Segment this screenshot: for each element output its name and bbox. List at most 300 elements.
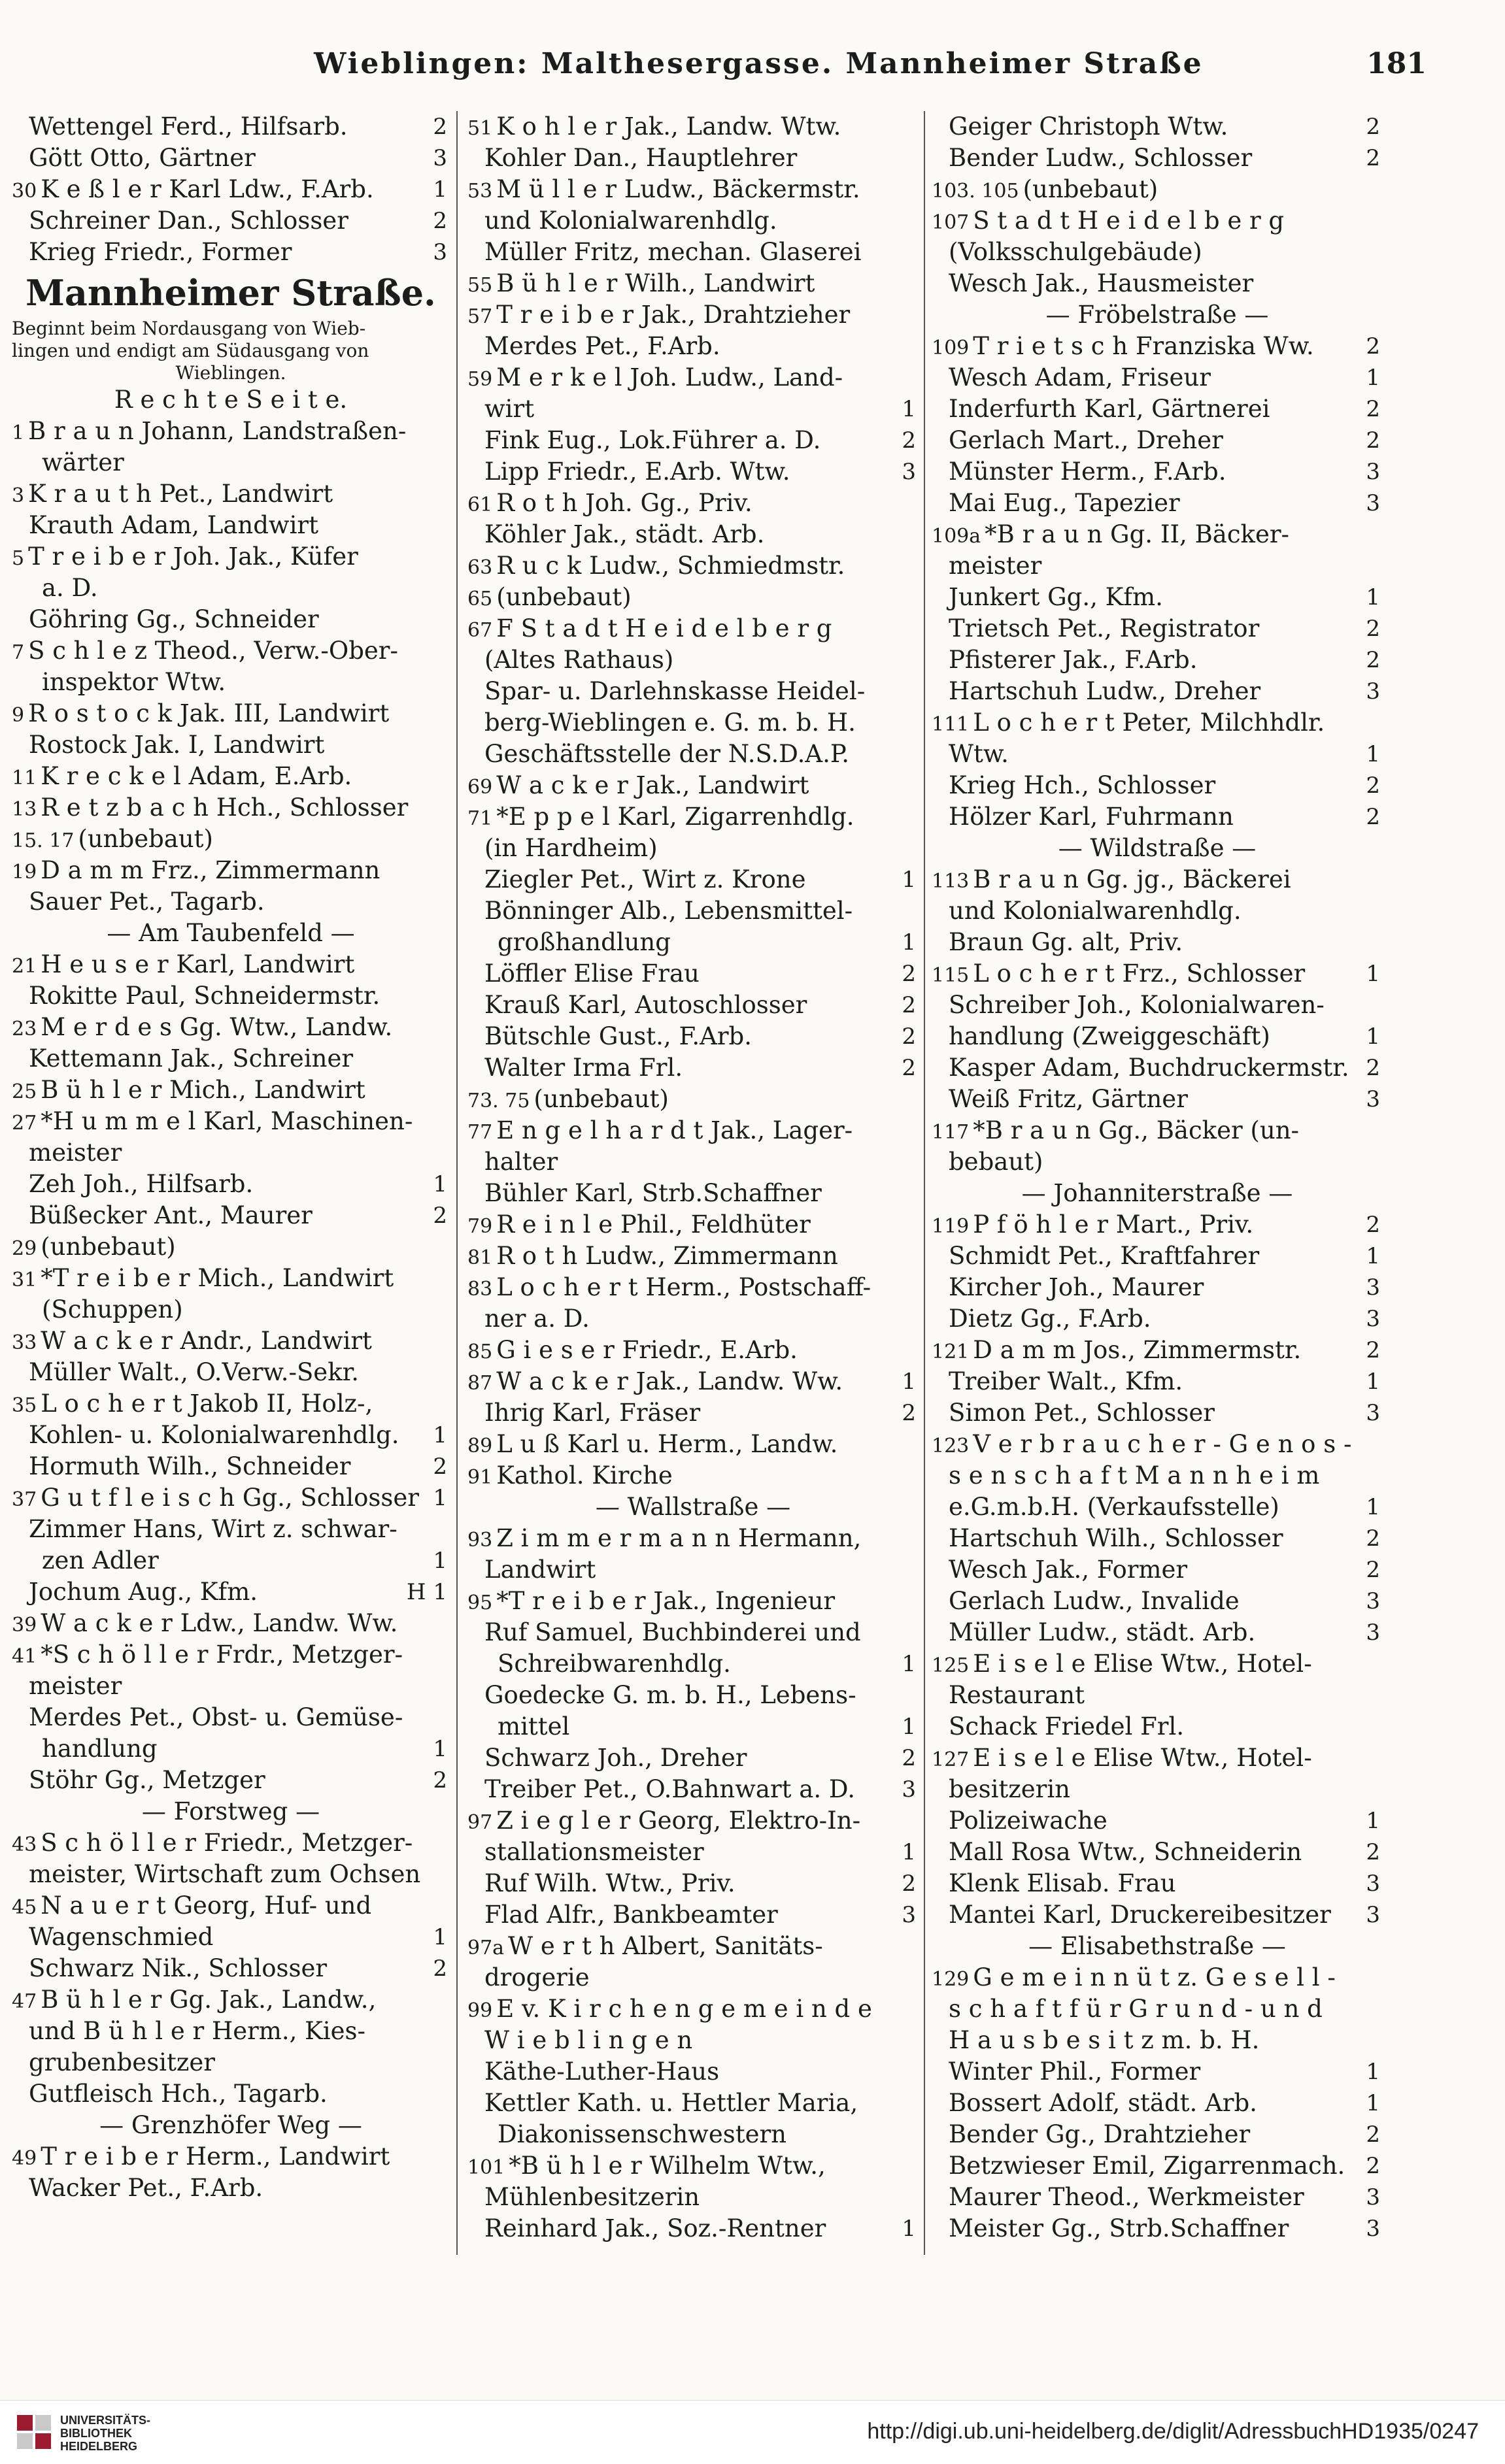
house-number: 83: [467, 1278, 493, 1301]
house-number: 30: [12, 180, 37, 203]
directory-entry: [12, 729, 450, 761]
directory-entry: [467, 1240, 919, 1272]
directory-entry: [467, 958, 919, 990]
directory-entry: [932, 739, 1383, 770]
directory-entry: [12, 1514, 450, 1545]
entry-text: Weiß Fritz, Gärtner: [949, 1085, 1188, 1113]
floor-number: 1: [902, 1369, 916, 1395]
entry-text: Kircher Joh., Maurer: [949, 1273, 1204, 1301]
directory-entry: [932, 613, 1383, 644]
directory-entry: [12, 1420, 450, 1451]
directory-entry: [467, 1021, 919, 1052]
entry-text: M e r d e s Gg. Wtw., Landw.: [41, 1013, 393, 1041]
directory-entry: [932, 2025, 1383, 2056]
entry-text: meister: [29, 1139, 122, 1167]
entry-text: Göhring Gg., Schneider: [29, 605, 319, 633]
directory-entry: [467, 2119, 919, 2150]
directory-entry: [932, 1554, 1383, 1586]
entry-text: Büßecker Ant., Maurer: [29, 1201, 313, 1229]
floor-number: 2: [1366, 114, 1380, 140]
directory-entry: [467, 1335, 919, 1366]
entry-text: Treiber Pet., O.Bahnwart a. D.: [484, 1775, 855, 1803]
entry-text: stallationsmeister: [484, 1838, 704, 1866]
entry-text: grubenbesitzer: [29, 2048, 215, 2076]
house-number: 67: [467, 619, 493, 642]
directory-entry: [932, 1742, 1383, 1774]
house-number: 111: [932, 713, 970, 736]
entry-text: — Wildstraße —: [1058, 834, 1257, 862]
directory-entry: [932, 1680, 1383, 1711]
cross-street-label: [12, 1796, 450, 1827]
directory-entry: [932, 1335, 1383, 1366]
entry-text: s c h a f t f ü r G r u n d - u n d: [949, 1995, 1323, 2023]
house-number: 21: [12, 955, 37, 978]
house-number: 87: [467, 1372, 493, 1395]
entry-text: (in Hardheim): [484, 834, 658, 862]
floor-number: 1: [902, 867, 916, 893]
directory-entry: [12, 1639, 450, 1671]
cross-street-label: [12, 384, 450, 416]
floor-number: 3: [1366, 1306, 1380, 1332]
floor-number: 1: [902, 1651, 916, 1677]
entry-text: Mantei Karl, Druckereibesitzer: [949, 1901, 1331, 1929]
cross-street-label: [12, 2110, 450, 2141]
directory-entry: [467, 1586, 919, 1617]
entry-text: (unbebaut): [78, 825, 213, 853]
house-number: 85: [467, 1340, 493, 1363]
directory-entry: [932, 393, 1383, 425]
directory-entry: [12, 447, 450, 478]
permalink-url[interactable]: http://digi.ub.uni-heidelberg.de/diglit/AdressbuchHD1935/0247: [867, 2419, 1479, 2444]
directory-entry: [467, 1209, 919, 1240]
directory-entry: [932, 362, 1383, 393]
house-number: 47: [12, 1990, 37, 2013]
entry-text: B ü h l e r Mich., Landwirt: [41, 1076, 365, 1104]
entry-text: (unbebaut): [41, 1233, 176, 1261]
floor-number: 2: [1366, 2153, 1380, 2179]
house-number: 55: [467, 274, 493, 297]
directory-entry: [932, 707, 1383, 739]
directory-entry: [12, 980, 450, 1012]
cross-street-label: [932, 1931, 1383, 1962]
entry-text: Zimmer Hans, Wirt z. schwar-: [29, 1515, 397, 1543]
entry-text: Braun Gg. alt, Priv.: [949, 928, 1183, 956]
house-number: 107: [932, 211, 970, 234]
entry-text: a. D.: [42, 574, 98, 602]
floor-number: 3: [1366, 1620, 1380, 1646]
entry-text: L o c h e r t Peter, Milchhdlr.: [973, 708, 1325, 737]
house-number: 45: [12, 1896, 37, 1919]
house-number: 41: [12, 1645, 37, 1668]
floor-number: 2: [1366, 647, 1380, 673]
directory-entry: [932, 174, 1383, 205]
directory-entry: [932, 1617, 1383, 1648]
floor-number: 1: [1366, 2090, 1380, 2116]
directory-entry: [467, 895, 919, 927]
directory-entry: [12, 1608, 450, 1639]
entry-text: T r e i b e r Herm., Landwirt: [41, 2142, 390, 2171]
directory-entry: [467, 174, 919, 205]
directory-entry: [932, 1962, 1383, 1993]
entry-text: handlung: [42, 1735, 158, 1763]
cross-street-label: [467, 1491, 919, 1523]
directory-entry: [467, 1303, 919, 1335]
house-number: 81: [467, 1246, 493, 1269]
entry-text: F S t a d t H e i d e l b e r g: [496, 614, 832, 642]
entry-text: Müller Ludw., städt. Arb.: [949, 1618, 1256, 1646]
house-number: 97: [467, 1811, 493, 1834]
directory-entry: [12, 1765, 450, 1796]
directory-entry: [12, 1545, 450, 1576]
house-number: 113: [932, 870, 970, 893]
entry-text: Inderfurth Karl, Gärtnerei: [949, 395, 1270, 423]
house-number: 123: [932, 1435, 970, 1457]
entry-text: Goedecke G. m. b. H., Lebens-: [484, 1681, 856, 1709]
entry-text: Wacker Pet., F.Arb.: [29, 2174, 263, 2202]
directory-entry: [932, 1429, 1383, 1460]
directory-entry: [467, 1648, 919, 1680]
column-divider: [456, 111, 458, 2255]
entry-text: Kettler Kath. u. Hettler Maria,: [484, 2089, 858, 2117]
directory-entry: [467, 488, 919, 519]
directory-entry: [932, 1146, 1383, 1178]
entry-text: *B ü h l e r Wilhelm Wtw.,: [509, 2152, 826, 2180]
floor-number: 1: [1366, 1808, 1380, 1834]
directory-entry: [467, 1962, 919, 1993]
running-header: [0, 47, 1505, 93]
entry-text: Reinhard Jak., Soz.-Rentner: [484, 2214, 826, 2242]
entry-text: R o s t o c k Jak. III, Landwirt: [28, 699, 390, 727]
floor-number: 2: [902, 992, 916, 1018]
floor-number: 3: [433, 239, 447, 265]
floor-number: 3: [902, 1902, 916, 1928]
entry-text: Sauer Pet., Tagarb.: [29, 888, 265, 916]
entry-text: R o t h Ludw., Zimmermann: [496, 1242, 838, 1270]
house-number: 93: [467, 1529, 493, 1552]
directory-entry: [12, 855, 450, 886]
entry-text: *E p p e l Karl, Zigarrenhdlg.: [496, 803, 854, 831]
directory-entry: [467, 644, 919, 676]
entry-text: inspektor Wtw.: [42, 668, 226, 696]
entry-text: Beginnt beim Nordausgang von Wieb-: [12, 318, 366, 339]
directory-entry: [12, 1357, 450, 1388]
floor-number: 1: [1366, 1369, 1380, 1395]
entry-text: H a u s b e s i t z m. b. H.: [949, 2026, 1260, 2054]
directory-entry: [467, 1052, 919, 1084]
floor-number: 1: [1366, 741, 1380, 767]
directory-entry: [932, 1115, 1383, 1146]
directory-entry: [12, 416, 450, 447]
entry-text: (unbebaut): [533, 1085, 669, 1113]
entry-text: T r i e t s c h Franziska Ww.: [973, 332, 1314, 360]
directory-entry: [12, 667, 450, 698]
directory-entry: [467, 299, 919, 331]
directory-entry: [932, 1272, 1383, 1303]
directory-entry: [467, 519, 919, 550]
cross-street-label: [12, 918, 450, 949]
directory-entry: [467, 1272, 919, 1303]
house-number: 101: [467, 2156, 505, 2179]
directory-entry: [467, 770, 919, 801]
entry-text: Hölzer Karl, Fuhrmann: [949, 803, 1234, 831]
directory-entry: [467, 1774, 919, 1805]
entry-text: K r a u t h Pet., Landwirt: [28, 480, 333, 508]
directory-entry: [467, 2088, 919, 2119]
directory-entry: [12, 1671, 450, 1702]
house-number: 109: [932, 337, 970, 359]
directory-entry: [12, 1231, 450, 1263]
directory-entry: [467, 833, 919, 864]
directory-entry: [932, 1868, 1383, 1899]
directory-entry: [12, 604, 450, 635]
directory-entry: [12, 1074, 450, 1106]
entry-text: D a m m Frz., Zimmermann: [41, 856, 380, 884]
directory-entry: [467, 550, 919, 582]
directory-entry: [932, 1209, 1383, 1240]
floor-number: 1: [1366, 365, 1380, 391]
directory-entry: [12, 824, 450, 855]
entry-text: Schmidt Pet., Kraftfahrer: [949, 1242, 1260, 1270]
directory-entry: [12, 1388, 450, 1420]
house-number: 77: [467, 1121, 493, 1144]
directory-entry: [467, 582, 919, 613]
floor-number: 3: [1366, 2184, 1380, 2210]
directory-entry: [467, 613, 919, 644]
entry-text: K r e c k e l Adam, E.Arb.: [41, 762, 352, 790]
entry-text: T r e i b e r Jak., Drahtzieher: [496, 301, 851, 329]
directory-entry: [12, 1263, 450, 1294]
directory-entry: [467, 1805, 919, 1837]
directory-entry: [12, 1576, 450, 1608]
directory-entry: [932, 2213, 1383, 2244]
entry-text: Hartschuh Ludw., Dreher: [949, 677, 1261, 705]
directory-entry: [12, 635, 450, 667]
house-number: 27: [12, 1112, 37, 1135]
floor-number: 2: [902, 1400, 916, 1426]
entry-text: und Kolonialwarenhdlg.: [484, 207, 777, 235]
house-number: 127: [932, 1748, 970, 1771]
directory-entry: [12, 2173, 450, 2204]
entry-text: Bütschle Gust., F.Arb.: [484, 1022, 752, 1050]
floor-number: 3: [1366, 1871, 1380, 1897]
floor-number: H 1: [406, 1579, 447, 1605]
entry-text: Wtw.: [949, 740, 1009, 768]
directory-entry: [932, 1491, 1383, 1523]
page-title: Wieblingen: Malthesergasse. Mannheimer Straße: [314, 47, 1204, 80]
entry-text: B ü h l e r Wilh., Landwirt: [496, 269, 815, 297]
entry-text: S c h l e z Theod., Verw.-Ober-: [28, 637, 398, 665]
entry-text: L u ß Karl u. Herm., Landw.: [496, 1430, 838, 1458]
house-number: 7: [12, 641, 25, 664]
entry-text: Maurer Theod., Werkmeister: [949, 2183, 1304, 2211]
floor-number: 2: [902, 1024, 916, 1050]
floor-number: 2: [1366, 616, 1380, 642]
house-number: 23: [12, 1018, 37, 1041]
directory-entry: [12, 237, 450, 268]
entry-text: Dietz Gg., F.Arb.: [949, 1305, 1151, 1333]
entry-text: *T r e i b e r Jak., Ingenieur: [496, 1587, 836, 1615]
directory-entry: [12, 478, 450, 510]
entry-text: lingen und endigt am Südausgang von: [12, 340, 369, 361]
directory-entry: [467, 268, 919, 299]
house-number: 31: [12, 1269, 37, 1291]
directory-entry: [932, 331, 1383, 362]
directory-entry: [467, 676, 919, 707]
directory-entry: [12, 318, 450, 340]
house-number: 61: [467, 493, 493, 516]
directory-entry: [932, 895, 1383, 927]
floor-number: 2: [433, 114, 447, 140]
cross-street-label: [932, 1178, 1383, 1209]
entry-text: — Elisabethstraße —: [1028, 1932, 1286, 1960]
directory-entry: [467, 205, 919, 237]
house-number: 119: [932, 1215, 970, 1238]
entry-text: B r a u n Gg. jg., Bäckerei: [973, 865, 1291, 893]
directory-entry: [12, 541, 450, 573]
entry-text: Schreiner Dan., Schlosser: [29, 207, 348, 235]
entry-text: Wagenschmied: [29, 1923, 214, 1951]
directory-entry: [12, 886, 450, 918]
entry-text: Polizeiwache: [949, 1806, 1108, 1835]
entry-text: Restaurant: [949, 1681, 1085, 1709]
entry-text: Köhler Jak., städt. Arb.: [484, 520, 765, 548]
entry-text: (Schuppen): [42, 1295, 183, 1324]
floor-number: 2: [902, 1871, 916, 1897]
house-number: 97a: [467, 1937, 505, 1959]
floor-number: 3: [1366, 459, 1380, 485]
directory-entry: [932, 990, 1383, 1021]
directory-entry: [12, 1043, 450, 1074]
entry-text: Bossert Adolf, städt. Arb.: [949, 2089, 1257, 2117]
floor-number: 2: [1366, 1337, 1380, 1363]
entry-text: R e c h t e S e i t e.: [114, 386, 348, 414]
directory-entry: [12, 1859, 450, 1890]
entry-text: Gutfleisch Hch., Tagarb.: [29, 2080, 328, 2108]
house-number: 59: [467, 368, 493, 391]
entry-text: Krauß Karl, Autoschlosser: [484, 991, 807, 1019]
house-number: 11: [12, 767, 37, 790]
entry-text: L o c h e r t Jakob II, Holz-,: [41, 1390, 373, 1418]
directory-entry: [12, 1200, 450, 1231]
entry-text: Ziegler Pet., Wirt z. Krone: [484, 865, 806, 893]
house-number: 91: [467, 1466, 493, 1489]
house-number: 35: [12, 1394, 37, 1417]
house-number: 115: [932, 964, 970, 987]
entry-text: W a c k e r Ldw., Landw. Ww.: [41, 1609, 398, 1637]
directory-entry: [932, 1774, 1383, 1805]
floor-number: 1: [433, 176, 447, 203]
directory-entry: [12, 949, 450, 980]
house-number: 25: [12, 1080, 37, 1103]
directory-entry: [932, 1460, 1383, 1491]
floor-number: 1: [1366, 2059, 1380, 2085]
directory-entry: [932, 425, 1383, 456]
entry-text: P f ö h l e r Mart., Priv.: [973, 1210, 1254, 1239]
directory-entry: [467, 2056, 919, 2088]
entry-text: Spar- u. Darlehnskasse Heidel-: [484, 677, 866, 705]
directory-entry: [932, 2088, 1383, 2119]
entry-text: *S c h ö l l e r Frdr., Metzger-: [41, 1640, 403, 1669]
floor-number: 1: [902, 1714, 916, 1740]
entry-text: besitzerin: [949, 1775, 1071, 1803]
entry-text: Mai Eug., Tapezier: [949, 489, 1180, 517]
cross-street-label: [12, 362, 450, 384]
directory-entry: [467, 864, 919, 895]
entry-text: berg-Wieblingen e. G. m. b. H.: [484, 708, 856, 737]
directory-entry: [467, 362, 919, 393]
floor-number: 3: [1366, 1902, 1380, 1928]
directory-entry: [932, 1303, 1383, 1335]
entry-text: — Johanniterstraße —: [1021, 1179, 1293, 1207]
floor-number: 2: [433, 1956, 447, 1982]
entry-text: halter: [484, 1148, 558, 1176]
entry-text: E i s e l e Elise Wtw., Hotel-: [973, 1650, 1312, 1678]
directory-entry: [12, 1451, 450, 1482]
floor-number: 1: [902, 396, 916, 422]
entry-text: Schwarz Nik., Schlosser: [29, 1954, 328, 1982]
house-number: 29: [12, 1237, 37, 1260]
directory-entry: [467, 142, 919, 174]
directory-entry: [12, 1137, 450, 1169]
entry-text: Rokitte Paul, Schneidermstr.: [29, 982, 380, 1010]
floor-number: 1: [1366, 1024, 1380, 1050]
entry-text: zen Adler: [42, 1546, 159, 1574]
entry-text: Meister Gg., Strb.Schaffner: [949, 2214, 1289, 2242]
entry-text: Hormuth Wilh., Schneider: [29, 1452, 351, 1480]
entry-text: Bühler Karl, Strb.Schaffner: [484, 1179, 822, 1207]
floor-number: 2: [1366, 333, 1380, 359]
directory-entry: [932, 268, 1383, 299]
entry-text: M e r k e l Joh. Ludw., Land-: [496, 363, 843, 391]
entry-text: Löffler Elise Frau: [484, 959, 700, 988]
house-number: 69: [467, 776, 493, 799]
entry-text: (unbebaut): [496, 583, 632, 611]
entry-text: wärter: [42, 448, 124, 476]
entry-text: Wesch Adam, Friseur: [949, 363, 1211, 391]
house-number: 99: [467, 1999, 493, 2022]
directory-entry: [932, 111, 1383, 142]
directory-entry: [12, 111, 450, 142]
directory-entry: [932, 1084, 1383, 1115]
directory-entry: [467, 1742, 919, 1774]
directory-entry: [932, 801, 1383, 833]
entry-text: Rostock Jak. I, Landwirt: [29, 731, 325, 759]
entry-text: — Forstweg —: [141, 1797, 320, 1825]
directory-entry: [932, 1366, 1383, 1397]
directory-entry: [467, 1711, 919, 1742]
directory-entry: [932, 1397, 1383, 1429]
floor-number: 2: [1366, 145, 1380, 171]
house-number: 117: [932, 1121, 970, 1144]
house-number: 103. 105: [932, 180, 1019, 203]
entry-text: L o c h e r t Herm., Postschaff-: [496, 1273, 871, 1301]
directory-entry: [467, 801, 919, 833]
entry-text: Kasper Adam, Buchdruckermstr.: [949, 1054, 1349, 1082]
house-number: 5: [12, 547, 25, 570]
entry-text: meister, Wirtschaft zum Ochsen: [29, 1860, 421, 1888]
directory-entry: [932, 864, 1383, 895]
entry-text: Merdes Pet., F.Arb.: [484, 332, 720, 360]
entry-text: Ruf Wilh. Wtw., Priv.: [484, 1869, 736, 1897]
entry-text: W a c k e r Andr., Landwirt: [41, 1327, 372, 1355]
floor-number: 2: [902, 427, 916, 454]
directory-entry: [12, 1733, 450, 1765]
cross-street-label: [932, 833, 1383, 864]
entry-text: M ü l l e r Ludw., Bäckermstr.: [496, 175, 860, 203]
entry-text: Müller Fritz, mechan. Glaserei: [484, 238, 862, 266]
entry-text: — Wallstraße —: [595, 1493, 791, 1521]
entry-text: S t a d t H e i d e l b e r g: [973, 207, 1285, 235]
